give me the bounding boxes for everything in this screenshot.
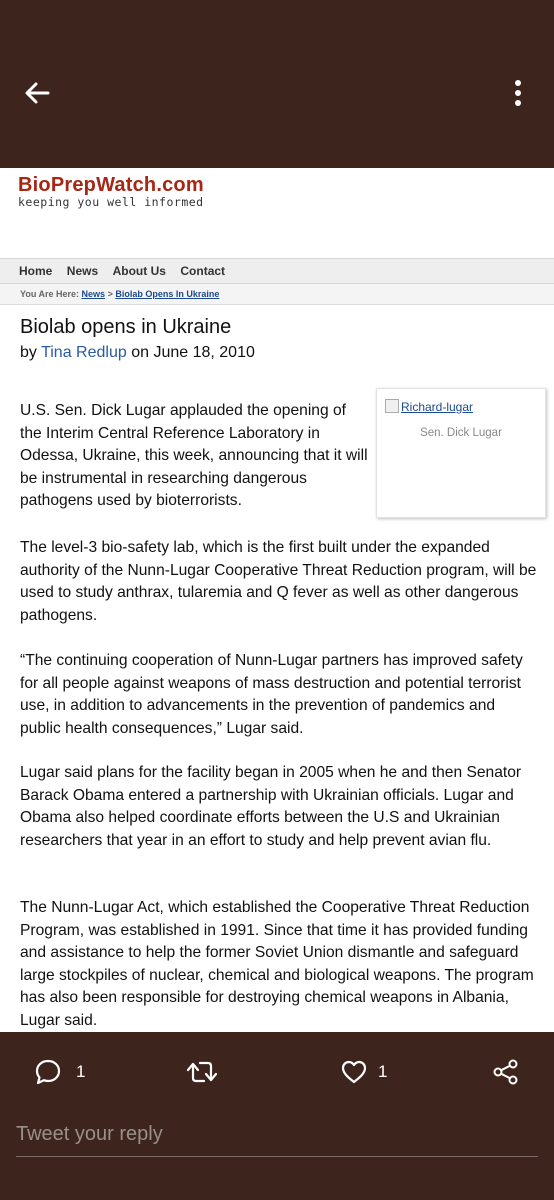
article-paragraph: “The continuing cooperation of Nunn-Lugar partners has improved safety for all people against weapons of mass destruction and potential terrorist use, in addition to advancements in the prevention of pandemics and public health consequences,” Lugar said. bbox=[20, 652, 523, 737]
nav-about-us: About Us bbox=[112, 264, 166, 278]
image-alt-label: Richard-lugar bbox=[401, 400, 474, 414]
article-paragraph: Lugar said plans for the facility began in 2005 when he and then Senator Barack Obama entered a partnership with Ukrainian officials. Lugar and Obama also helped coordinate efforts between the U.S and Ukrainian researchers that year in an effort to study and help prevent avian flu. bbox=[20, 764, 522, 849]
heart-icon bbox=[340, 1058, 368, 1086]
breadcrumb-current: Biolab Opens In Ukraine bbox=[115, 289, 220, 299]
share-button[interactable] bbox=[492, 1058, 520, 1086]
article-paragraph: The level-3 bio-safety lab, which is the first built under the expanded authority of the Nunn-Lugar Cooperative Threat Reduction program, will be used to study anthrax, tularemia and Q fever as well as other dangerous pathogens. bbox=[20, 539, 537, 624]
breadcrumb-separator: > bbox=[107, 289, 113, 299]
site-logo bbox=[18, 174, 204, 209]
nav-home: Home bbox=[19, 264, 53, 278]
article-screenshot bbox=[0, 168, 554, 1032]
article-title: Biolab opens in Ukraine bbox=[20, 316, 232, 338]
nav-news: News bbox=[66, 264, 99, 278]
reply-count: 1 bbox=[76, 1062, 86, 1081]
breadcrumb-news: News bbox=[81, 289, 106, 299]
byline-prefix: by bbox=[20, 344, 37, 361]
share-icon bbox=[492, 1058, 520, 1086]
comment-icon bbox=[34, 1058, 62, 1086]
logo-text: BioPrepWatch.com bbox=[18, 174, 204, 196]
like-button[interactable] bbox=[340, 1058, 400, 1086]
reply-input[interactable]: Tweet your reply bbox=[16, 1122, 538, 1157]
more-vertical-icon bbox=[506, 78, 530, 108]
article-paragraph: The Nunn-Lugar Act, which established the Cooperative Threat Reduction Program, was established in 1991. Since that time it has provided funding and assistance to help the former Soviet Union dismantle and safeguard large stockpiles of nuclear, chemical and biological weapons. The program has also been responsible for destroying chemical weapons in Albania, Lugar said. bbox=[20, 899, 534, 1029]
article-paragraph: U.S. Sen. Dick Lugar applauded the opening of the Interim Central Reference Laboratory in Odessa, Ukraine, this week, announcing that it will be instrumental in researching dangerous pathogens used by bioterrorists. bbox=[20, 402, 368, 510]
retweet-icon bbox=[186, 1058, 218, 1086]
article-byline bbox=[20, 344, 255, 362]
top-app-bar bbox=[0, 0, 554, 168]
more-options-button[interactable] bbox=[506, 78, 530, 108]
image-caption: Sen. Dick Lugar bbox=[420, 427, 502, 439]
article-image bbox=[376, 388, 546, 518]
breadcrumb bbox=[0, 284, 554, 305]
image-alt-text bbox=[385, 399, 473, 414]
author-name: Tina Redlup bbox=[41, 344, 127, 361]
article-date: on June 18, 2010 bbox=[131, 344, 255, 361]
reply-button[interactable] bbox=[34, 1058, 94, 1086]
broken-image-icon bbox=[385, 399, 399, 413]
site-nav bbox=[0, 258, 554, 284]
back-button[interactable] bbox=[20, 78, 56, 108]
nav-contact: Contact bbox=[180, 264, 226, 278]
breadcrumb-prefix: You Are Here: bbox=[20, 289, 80, 299]
retweet-button[interactable] bbox=[186, 1058, 218, 1086]
logo-tagline: keeping you well informed bbox=[18, 195, 204, 209]
tweet-action-bar bbox=[0, 1032, 554, 1200]
like-count: 1 bbox=[378, 1062, 388, 1081]
arrow-left-icon bbox=[20, 78, 56, 108]
